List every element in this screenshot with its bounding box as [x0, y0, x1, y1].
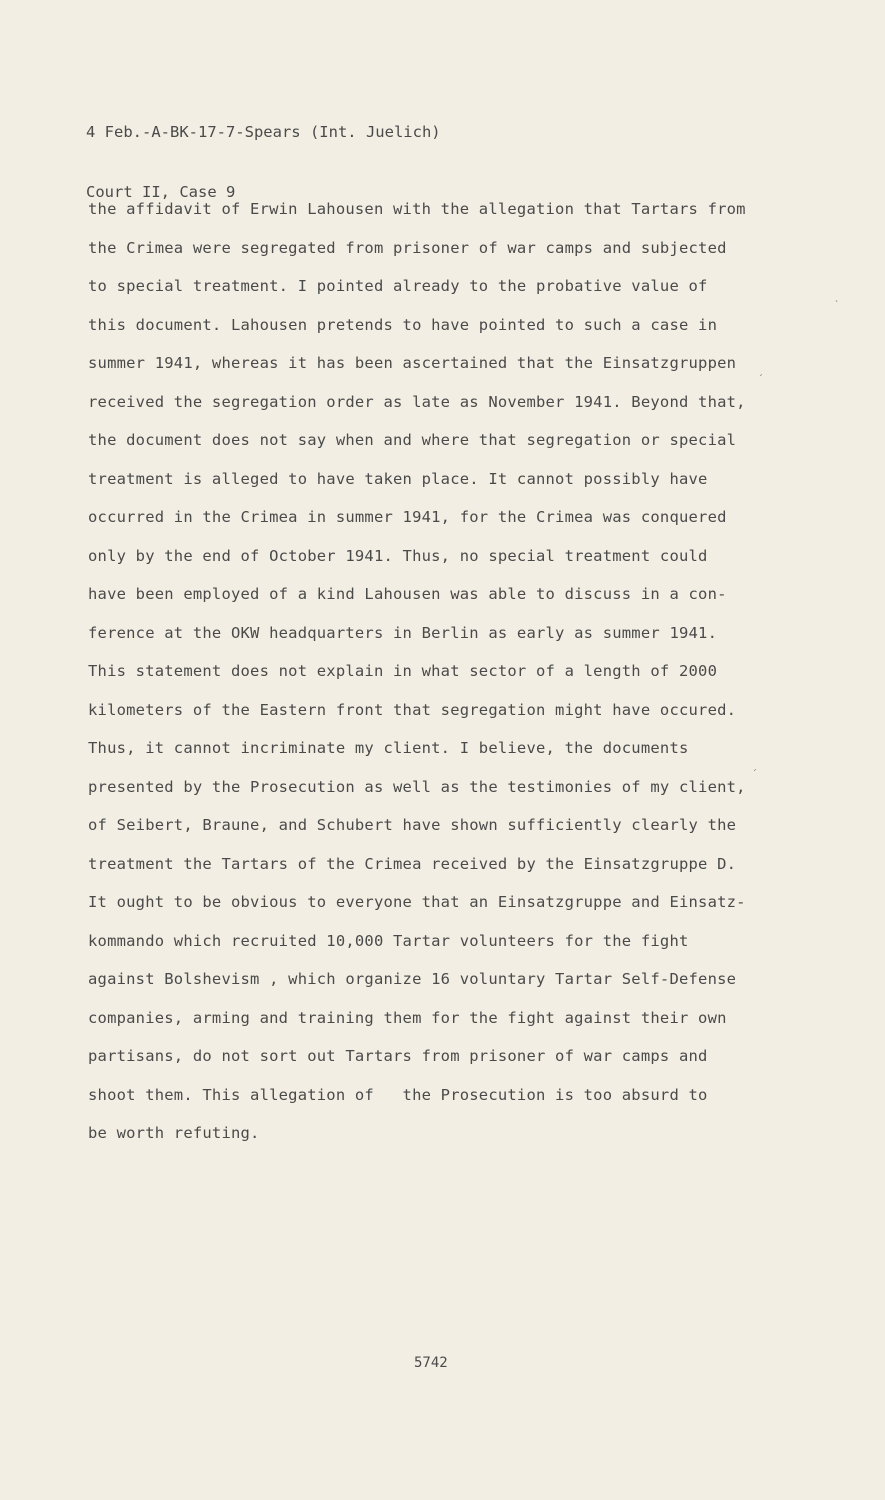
body-line: ference at the OKW headquarters in Berlin as early as summer 1941. [88, 623, 718, 642]
body-line: the document does not say when and where that segregation or special [88, 431, 737, 449]
body-line: received the segregation order as late as November 1941. Beyond that, [88, 392, 746, 411]
stray-mark: ˏ [752, 760, 759, 771]
body-line: partisans, do not sort out Tartars from prisoner of war camps and [88, 1047, 708, 1065]
stray-mark: ˋ [834, 300, 841, 311]
body-line: to special treatment. I pointed already to the probative value of [88, 277, 708, 295]
body-text [88, 190, 778, 1153]
body-line: treatment the Tartars of the Crimea received by the Einsatzgruppe D. [88, 854, 737, 873]
body-line: companies, arming and training them for the fight against their own [88, 1008, 727, 1027]
header-court-line: Court II, Case 9 [86, 183, 236, 201]
body-line: the Crimea were segregated from prisoner of war camps and subjected [88, 238, 727, 257]
body-line: shoot them. This allegation of the Prosecution is too absurd to [88, 1085, 708, 1104]
body-line: be worth refuting. [88, 1124, 260, 1142]
body-line: This statement does not explain in what sector of a length of 2000 [88, 662, 718, 680]
body-line: only by the end of October 1941. Thus, no special treatment could [88, 546, 708, 565]
body-line: summer 1941, whereas it has been ascertained that the Einsatzgruppen [88, 354, 737, 372]
body-line: treatment is alleged to have taken place. It cannot possibly have [88, 469, 708, 488]
body-line: Thus, it cannot incriminate my client. I believe, the documents [88, 739, 689, 757]
page-number: 5742 [414, 1355, 448, 1371]
body-line: this document. Lahousen pretends to have pointed to such a case in [88, 315, 718, 334]
body-line: the affidavit of Erwin Lahousen with the allegation that Tartars from [88, 200, 746, 218]
body-line: have been employed of a kind Lahousen was able to discuss in a con- [88, 585, 727, 603]
body-line: It ought to be obvious to everyone that an Einsatzgruppe and Einsatz- [88, 893, 746, 911]
body-line: against Bolshevism , which organize 16 voluntary Tartar Self-Defense [88, 970, 737, 988]
body-line: occurred in the Crimea in summer 1941, for the Crimea was conquered [88, 508, 727, 526]
body-line: presented by the Prosecution as well as the testimonies of my client, [88, 777, 746, 796]
stray-mark: ˏ [758, 365, 765, 376]
header-reference-line: 4 Feb.-A-BK-17-7-Spears (Int. Juelich) [86, 123, 441, 141]
body-line: kommando which recruited 10,000 Tartar volunteers for the fight [88, 931, 689, 950]
body-line: of Seibert, Braune, and Schubert have shown sufficiently clearly the [88, 816, 737, 834]
body-line: kilometers of the Eastern front that segregation might have occured. [88, 700, 737, 719]
